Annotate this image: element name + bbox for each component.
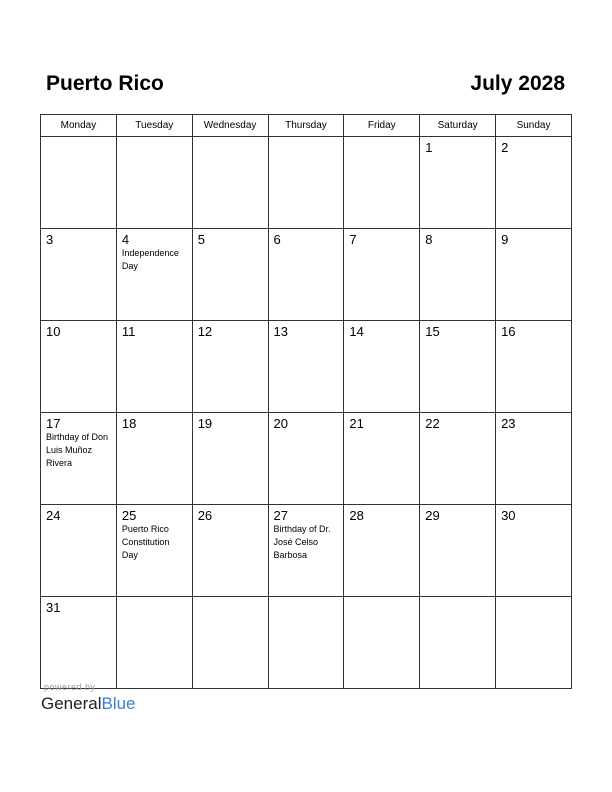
day-number: 29	[425, 508, 440, 523]
day-number: 15	[425, 324, 440, 339]
day-cell	[496, 229, 572, 321]
day-cell	[344, 321, 420, 413]
day-number: 26	[197, 508, 213, 523]
day-number: 21	[349, 416, 364, 431]
day-number: 18	[121, 416, 137, 431]
day-number: 16	[501, 324, 516, 339]
holiday-label: Puerto Rico Constitution Day	[121, 524, 170, 560]
day-cell	[496, 597, 572, 689]
day-number: 24	[46, 508, 61, 523]
day-number: 5	[197, 232, 205, 247]
day-cell	[496, 321, 572, 413]
day-cell	[192, 229, 268, 321]
day-number: 20	[273, 416, 288, 431]
calendar-week-row	[41, 505, 572, 597]
day-cell	[41, 597, 117, 689]
weekday-tuesday: Tuesday	[116, 115, 192, 137]
day-cell	[116, 597, 192, 689]
day-cell	[268, 321, 344, 413]
calendar-week-row	[41, 413, 572, 505]
day-number: 28	[349, 508, 364, 523]
day-number: 9	[501, 232, 509, 247]
day-number: 2	[501, 140, 509, 155]
day-cell	[192, 321, 268, 413]
day-cell	[192, 505, 268, 597]
day-cell	[268, 597, 344, 689]
weekday-header-row	[41, 115, 572, 137]
day-cell	[420, 505, 496, 597]
weekday-monday: Monday	[41, 115, 117, 137]
day-cell	[496, 413, 572, 505]
day-cell	[116, 413, 192, 505]
day-number: 7	[349, 232, 357, 247]
weekday-sunday: Sunday	[496, 115, 572, 137]
day-number: 13	[273, 324, 288, 339]
day-number: 8	[425, 232, 433, 247]
day-number: 25	[121, 508, 137, 523]
day-cell	[41, 137, 117, 229]
day-cell	[192, 137, 268, 229]
day-number: 10	[46, 324, 61, 339]
day-cell	[192, 413, 268, 505]
logo-text-general: General	[41, 694, 102, 713]
calendar-week-row	[41, 229, 572, 321]
day-cell	[344, 137, 420, 229]
day-cell	[268, 413, 344, 505]
calendar-grid	[40, 114, 572, 689]
day-number: 19	[197, 416, 213, 431]
day-number: 23	[501, 416, 516, 431]
weekday-saturday: Saturday	[420, 115, 496, 137]
weekday-thursday: Thursday	[268, 115, 344, 137]
day-cell	[192, 597, 268, 689]
day-number: 30	[501, 508, 516, 523]
day-cell	[41, 413, 117, 505]
calendar-week-row	[41, 321, 572, 413]
day-number: 27	[273, 508, 288, 523]
calendar-body	[41, 137, 572, 689]
day-cell	[41, 229, 117, 321]
day-cell	[116, 321, 192, 413]
day-cell	[420, 321, 496, 413]
day-number: 3	[46, 232, 54, 247]
day-cell	[116, 505, 192, 597]
day-number: 22	[425, 416, 440, 431]
calendar-week-row	[41, 137, 572, 229]
day-cell	[344, 505, 420, 597]
calendar-country-title: Puerto Rico	[46, 72, 164, 95]
day-number: 31	[46, 600, 61, 615]
day-cell	[420, 597, 496, 689]
day-number: 6	[273, 232, 281, 247]
holiday-label: Birthday of Don Luis Muñoz Rivera	[46, 432, 109, 468]
day-number: 11	[121, 324, 136, 339]
powered-by-text: powered by	[44, 682, 96, 692]
day-cell	[344, 229, 420, 321]
day-number: 12	[197, 324, 213, 339]
day-cell	[344, 597, 420, 689]
day-cell	[116, 229, 192, 321]
day-cell	[496, 505, 572, 597]
day-cell	[268, 229, 344, 321]
day-cell	[41, 321, 117, 413]
day-number: 17	[46, 416, 61, 431]
day-cell	[420, 229, 496, 321]
day-cell	[268, 137, 344, 229]
day-cell	[344, 413, 420, 505]
logo-text-blue: Blue	[101, 694, 136, 713]
holiday-label: Birthday of Dr. José Celso Barbosa	[273, 524, 331, 560]
holiday-label: Independence Day	[121, 248, 179, 271]
day-cell	[116, 137, 192, 229]
calendar-week-row	[41, 597, 572, 689]
day-cell	[41, 505, 117, 597]
day-cell	[268, 505, 344, 597]
weekday-friday: Friday	[344, 115, 420, 137]
day-number: 14	[349, 324, 364, 339]
day-cell	[496, 137, 572, 229]
day-number: 1	[425, 140, 433, 155]
day-number: 4	[121, 232, 130, 247]
calendar-month-title: July 2028	[470, 72, 565, 95]
generalblue-logo	[41, 694, 136, 714]
weekday-wednesday: Wednesday	[192, 115, 268, 137]
day-cell	[420, 413, 496, 505]
day-cell	[420, 137, 496, 229]
